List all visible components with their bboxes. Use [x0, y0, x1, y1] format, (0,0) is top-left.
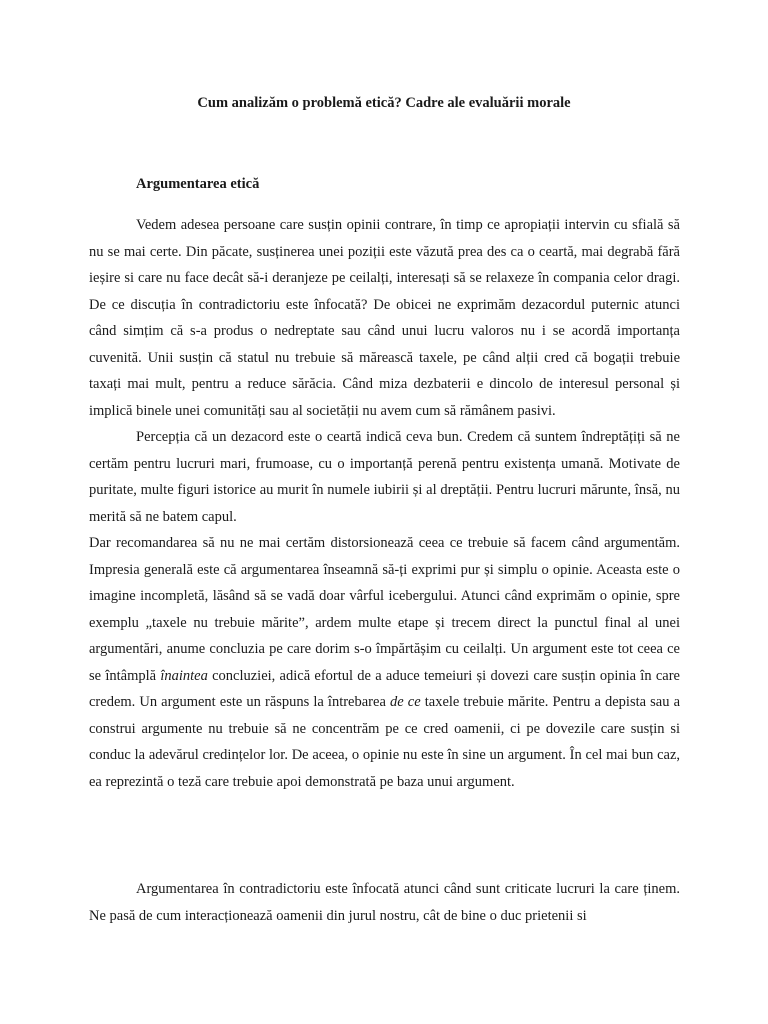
- document-title: Cum analizăm o problemă etică? Cadre ale evaluării morale: [197, 95, 571, 111]
- body-text-block-continued: [89, 876, 680, 929]
- paragraph-3-text-c: taxele trebuie mărite. Pentru a depista sau a construi argumente nu trebuie să ne concentrăm pe ce cred oamenii, ci pe dovezile care susțin si conduc la adevărul credințelor lor. De aceea, o opinie nu este în sine un argument. În cel mai bun caz, ea reprezintă o teză care trebuie apoi demonstrată pe baza unui argument.: [89, 694, 681, 790]
- paragraph-4: Argumentarea în contradictoriu este înfocată atunci când sunt criticate lucruri la care ținem. Ne pasă de cum interacționează oamenii din jurul nostru, cât de bine o duc prietenii si: [89, 881, 680, 924]
- paragraph-3-text-a: Dar recomandarea să nu ne mai certăm distorsionează ceea ce trebuie să facem când argumentăm. Impresia generală este că argumentarea înseamnă să-ți exprimi pur și simplu o opinie. Aceasta este o imagine incompletă, lăsând să se vadă doar vârful icebergului. Atunci când exprimăm o opinie, spre exemplu „taxele nu trebuie mărite”, ardem multe etape și trecem direct la punctul final al unei argumentări, anume concluzia pe care dorim s-o împărtășim cu ceilalți. Un argument este tot ceea ce se întâmplă: [89, 535, 680, 684]
- section-heading: Argumentarea etică: [136, 176, 260, 192]
- paragraph-3-emphasis-inaintea: înaintea: [160, 667, 208, 684]
- body-text-block: [89, 212, 680, 795]
- paragraph-1: Vedem adesea persoane care susțin opinii contrare, în timp ce apropiații intervin cu sfială să nu se mai certe. Din păcate, susținerea unei poziții este văzută prea des ca o ceartă, mai degrabă fără ieșire si care nu face decât să-i deranjeze pe ceilalți, interesați să se relaxeze în compania celor dragi. De ce discuția în contradictoriu este înfocată? De obicei ne exprimăm dezacordul puternic atunci când simțim că s-a produs o nedreptate sau când unui lucru valoros nu i se acordă importanța cuvenită. Unii susțin că statul nu trebuie să mărească taxele, pe când alții cred că bogații trebuie taxați mai mult, pentru a reduce sărăcia. Când miza dezbaterii e dincolo de interesul personal și implică binele unei comunități sau al societății nu avem cum să rămânem pasivi.: [89, 217, 680, 419]
- paragraph-3: [89, 530, 680, 795]
- paragraph-2: Percepția că un dezacord este o ceartă indică ceva bun. Credem că suntem îndreptățiți să ne certăm pentru lucruri mari, frumoase, cu o importanță perenă pentru existența umană. Motivate de puritate, multe figuri istorice au murit în numele iubirii și al dreptății. Pentru lucruri mărunte, însă, nu merită să ne batem capul.: [89, 429, 680, 525]
- paragraph-3-text-b: concluziei, adică efortul de a aduce temeiuri și dovezi care susțin opinia în care credem. Un argument este un răspuns la întrebarea: [89, 667, 680, 710]
- paragraph-3-emphasis-de-ce: de ce: [389, 694, 421, 710]
